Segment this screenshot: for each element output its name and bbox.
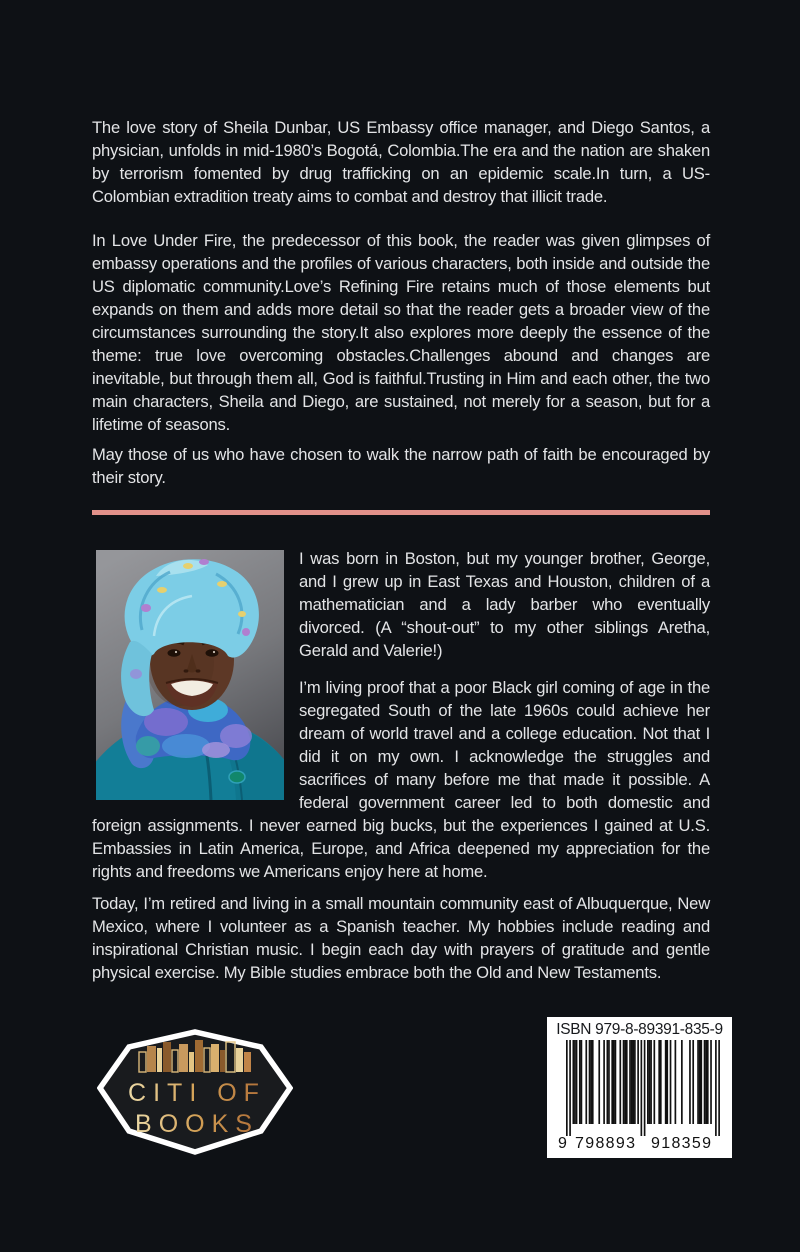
- publisher-logo: [97, 1022, 293, 1162]
- divider-rule: [92, 510, 710, 515]
- synopsis-paragraph-3: May those of us who have chosen to walk the narrow path of faith be encouraged by their story.: [92, 445, 710, 487]
- barcode-digit-group1: 798893: [575, 1135, 635, 1152]
- synopsis-paragraph-2: In Love Under Fire, the predecessor of this book, the reader was given glimpses of embassy operations and the profiles of various characters, both inside and outside the US diplomatic community.Love’s Refining Fire retains much of those elements but expands on them and adds more detail so that the reader gets a broader view of the circumstances surrounding the story.It also explores more deeply the essence of the theme: true love overcoming obstacles.Challenges abound and changes are inevitable, but through them all, God is faithful.Trusting in Him and each other, the two main characters, Sheila and Diego, are sustained, not merely for a season, but for a lifetime of seasons.: [92, 231, 710, 434]
- publisher-name-line1: CITI OF: [128, 1079, 266, 1107]
- barcode-digit-left: 9: [558, 1135, 567, 1152]
- isbn-barcode: [547, 1017, 732, 1158]
- synopsis-paragraph-1: The love story of Sheila Dunbar, US Embassy office manager, and Diego Santos, a physician, unfolds in mid-1980’s Bogotá, Colombia.The era and the nation are shaken by terrorism fomented by drug trafficking on an epidemic scale.In turn, a US-Colombian extradition treaty aims to combat and destroy that illicit trade.: [92, 118, 710, 206]
- bio-paragraph-2: I’m living proof that a poor Black girl coming of age in the segregated South of the late 1960s could achieve her dream of world travel and a college education. Not that I did it on my own. I acknowledge the struggles and sacrifices of many before me that made it possible. A federal government career led to both domestic and foreign assignments. I never earned big bucks, but the experiences I gained at U.S. Embassies in Latin America, Europe, and Africa deepened my appreciation for the rights and freedoms we Americans enjoy here at home.: [92, 678, 710, 881]
- barcode-digit-group2: 918359: [651, 1135, 711, 1152]
- author-photo: [96, 550, 284, 800]
- bio-paragraph-3: Today, I’m retired and living in a small mountain community east of Albuquerque, New Mexico, where I volunteer as a Spanish teacher. My hobbies include reading and inspirational Christian music. I begin each day with prayers of gratitude and gentle physical exercise. My Bible studies embrace both the Old and New Testaments.: [92, 894, 710, 982]
- author-portrait-illustration: [96, 550, 284, 800]
- publisher-name-line2: BOOKS: [135, 1110, 259, 1138]
- bio-paragraph-1: I was born in Boston, but my younger brother, George, and I grew up in East Texas and Houston, children of a mathematician and a lady barber who eventually divorced. (A “shout-out” to my other siblings Aretha, Gerald and Valerie!): [299, 549, 710, 660]
- isbn-label: ISBN 979-8-89391-835-9: [556, 1021, 723, 1038]
- barcode-bars: [554, 1040, 725, 1152]
- publisher-badge: [97, 1022, 293, 1162]
- author-bio-section: [92, 547, 710, 897]
